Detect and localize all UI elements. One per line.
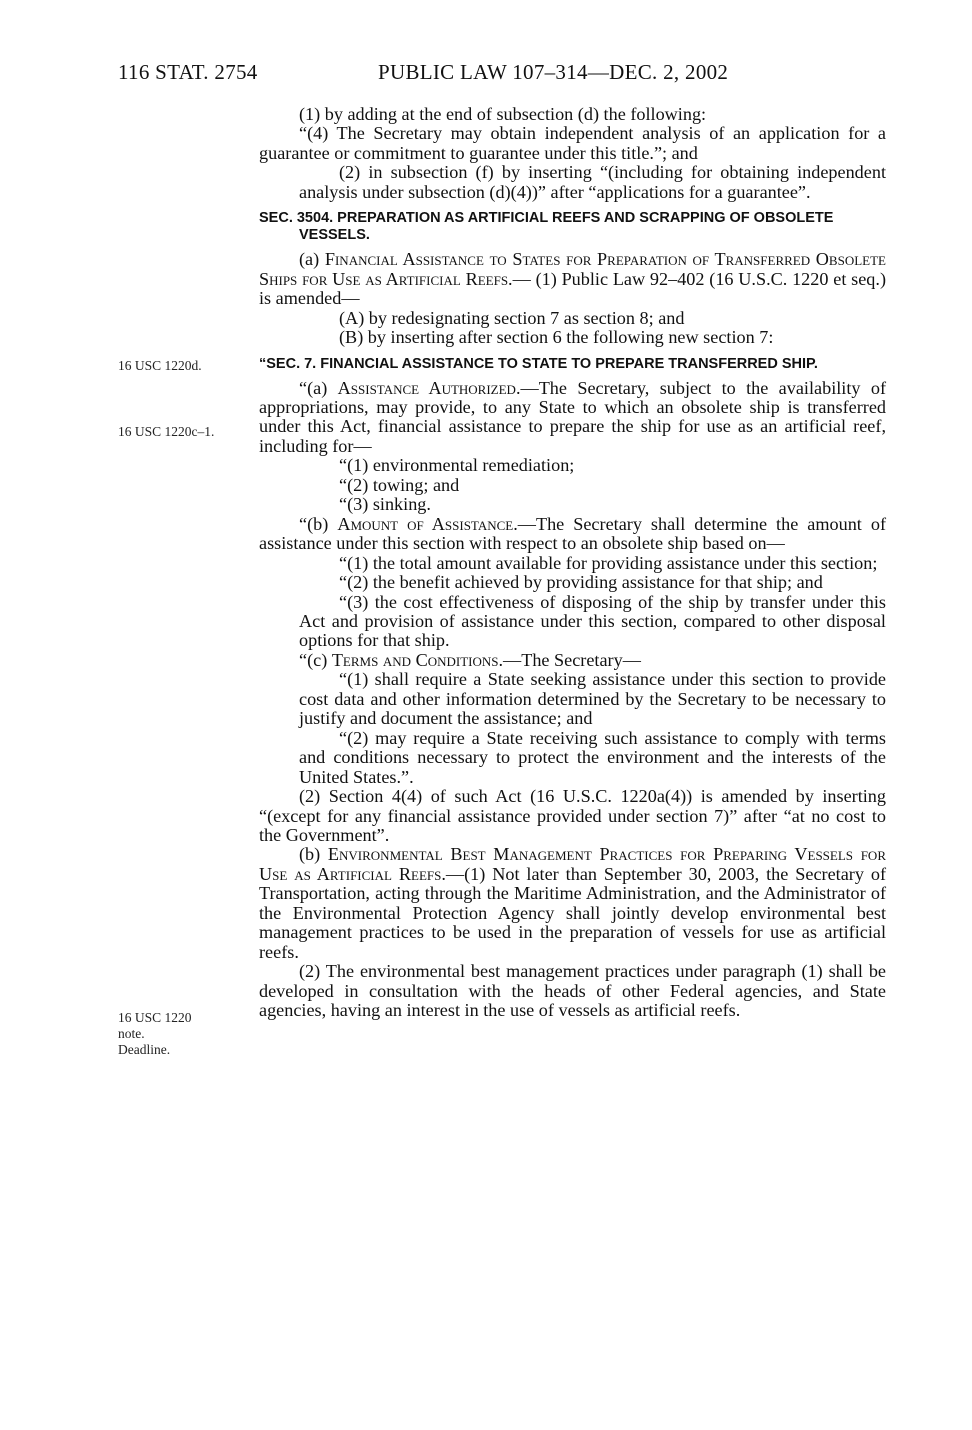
- page-header: [118, 60, 878, 90]
- subsection-7c: [259, 651, 886, 670]
- margin-note-line: 16 USC 1220: [118, 1010, 192, 1025]
- public-law-citation: PUBLIC LAW 107–314—DEC. 2, 2002: [378, 60, 729, 84]
- subsection-a: [259, 250, 886, 308]
- subsection-label: (b): [299, 844, 321, 865]
- margin-note-1220c-1: 16 USC 1220c–1.: [118, 424, 215, 439]
- list-item: “(2) the benefit achieved by providing assistance for that ship; and: [339, 572, 823, 593]
- list-item: “(1) environmental remediation;: [339, 455, 575, 476]
- subsection-label: “(a): [299, 377, 328, 398]
- paragraph: (2) The environmental best management practices under paragraph (1) shall be developed in consultation with the heads of other Federal agencies, and State agencies, having an interest in the use of vessels as artificial reefs.: [259, 961, 886, 1021]
- subsection-text: —The Secretary—: [503, 649, 641, 670]
- list-item: “(1) the total amount available for providing assistance under this section;: [339, 552, 878, 573]
- margin-note-line: note.: [118, 1026, 145, 1041]
- section-heading-7: “SEC. 7. FINANCIAL ASSISTANCE TO STATE TO PREPARE TRANSFERRED SHIP.: [259, 355, 818, 372]
- subsection-heading: Amount of Assistance.: [337, 513, 518, 534]
- subsection-7a: [259, 379, 886, 457]
- paragraph: (B) by inserting after section 6 the following new section 7:: [339, 327, 774, 348]
- paragraph: (1) by adding at the end of subsection (d) the following:: [299, 104, 707, 124]
- subsection-heading: Terms and Conditions.: [331, 649, 504, 670]
- subsection-label: “(b): [299, 513, 329, 534]
- subsection-label: “(c): [299, 649, 328, 670]
- list-item: “(3) the cost effectiveness of disposing of the ship by transfer under this Act and provision of assistance under this section, compared to other disposal options for that ship.: [299, 591, 886, 651]
- statute-page-number: 116 STAT. 2754: [118, 60, 258, 84]
- section-heading-3504: SEC. 3504. PREPARATION AS ARTIFICIAL REEFS AND SCRAPPING OF OBSOLETE VESSELS.: [259, 210, 834, 244]
- paragraph: “(4) The Secretary may obtain independent analysis of an application for a guarantee or commitment to guarantee under this title.”; and: [259, 123, 886, 163]
- subsection-heading: Environmental Best Management Practices for Preparing Vessels for Use as Artificial Reefs.: [259, 844, 886, 884]
- subsection-text: —(1) Not later than September 30, 2003, the Secretary of Transportation, acting through the Maritime Administration, and the Administrator of the Environmental Protection Agency shall jointly develop environmental best management practices to be used in the preparation of vessels for use as artificial reefs.: [259, 863, 887, 962]
- margin-note-1220-deadline: [118, 1010, 192, 1058]
- list-item: “(2) may require a State receiving such assistance to comply with terms and conditions necessary to protect the environment and the interests of the United States.”.: [299, 727, 886, 787]
- subsection-heading: Financial Assistance to States for Preparation of Transferred Obsolete Ships for Use as Artificial Reefs.: [259, 249, 886, 289]
- subsection-b: [259, 845, 886, 962]
- paragraph: (2) Section 4(4) of such Act (16 U.S.C. 1220a(4)) is amended by inserting “(except for any financial assistance provided under section 7)” after “at no cost to the Government”.: [259, 786, 886, 845]
- subsection-label: (a): [299, 249, 320, 270]
- document-body: [259, 105, 886, 1020]
- list-item: “(3) sinking.: [339, 494, 431, 515]
- subsection-heading: Assistance Authorized.: [337, 377, 521, 398]
- subsection-text: —The Secretary shall determine the amount of assistance under this section with respect to an obsolete ship based on—: [259, 513, 887, 554]
- subsection-text: —The Secretary, subject to the availability of appropriations, may provide, to any State to which an obsolete ship is transferred under this Act, financial assistance to prepare the ship for use as an artificial reef, including for—: [259, 377, 887, 456]
- list-item: “(1) shall require a State seeking assistance under this section to provide cost data and other information determined by the Secretary to be necessary to justify and document the assistance; and: [299, 669, 886, 729]
- subsection-text: — (1) Public Law 92–402 (16 U.S.C. 1220 et seq.) is amended—: [259, 268, 886, 309]
- subsection-7b: [259, 515, 886, 554]
- margin-note-line: Deadline.: [118, 1042, 171, 1057]
- list-item: “(2) towing; and: [339, 474, 460, 495]
- paragraph: (2) in subsection (f) by inserting “(including for obtaining independent analysis under subsection (d)(4))” after “applications for a guarantee”.: [299, 162, 886, 202]
- margin-note-1220d: 16 USC 1220d.: [118, 358, 202, 373]
- paragraph: (A) by redesignating section 7 as section 8; and: [339, 307, 685, 328]
